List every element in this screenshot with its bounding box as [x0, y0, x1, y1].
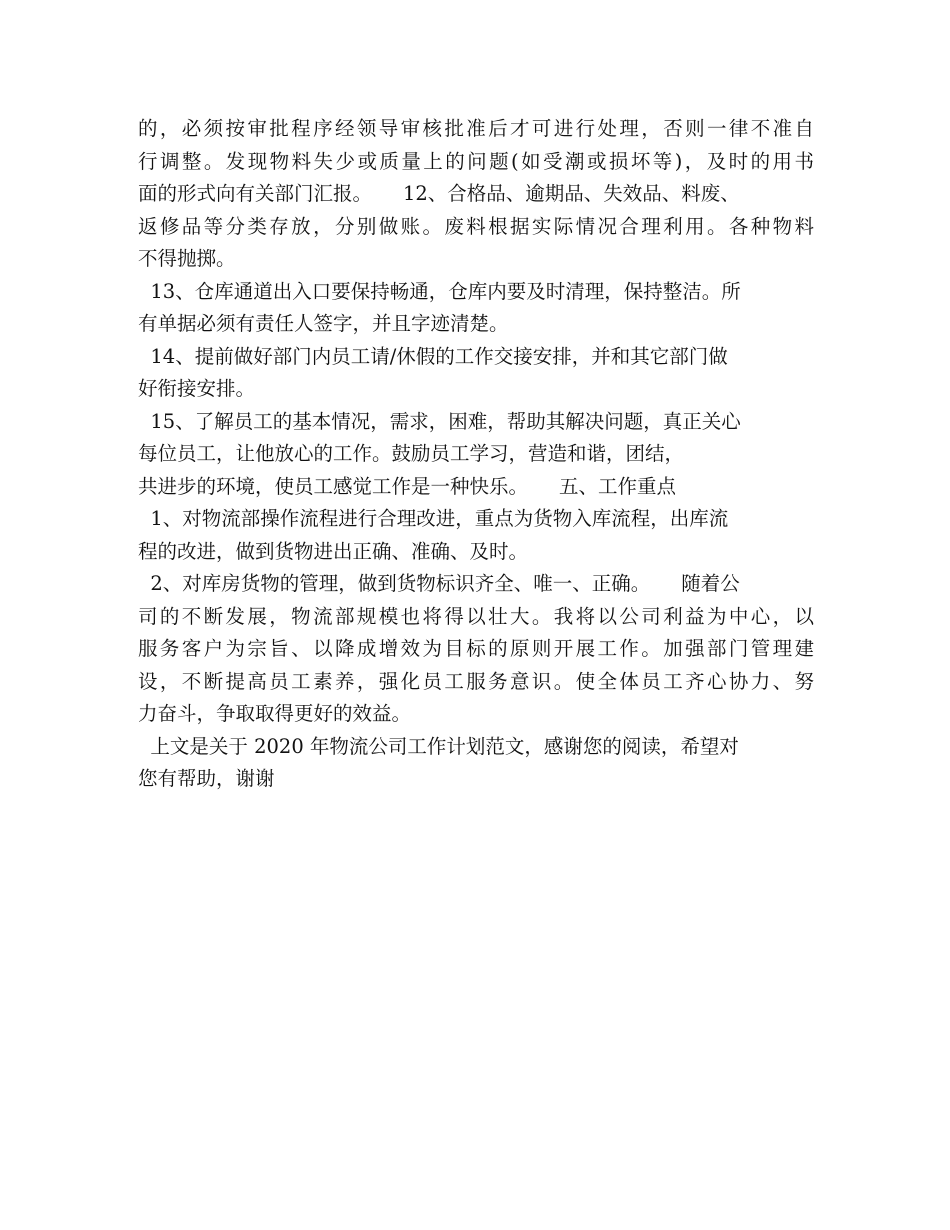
- text-line: 返修品等分类存放，分别做账。废料根据实际情况合理利用。各种物料: [138, 214, 814, 238]
- text-line: 不得抛掷。: [138, 247, 236, 270]
- text-line: 1、对物流部操作流程进行合理改进，重点为货物入库流程，出库流: [138, 507, 729, 530]
- text-line: 您有帮助，谢谢: [138, 767, 275, 790]
- text-line: 服务客户为宗旨、以降成增效为目标的原则开展工作。加强部门管理建: [138, 637, 814, 660]
- text-line: 共进步的环境，使员工感觉工作是一种快乐。 五、工作重点: [138, 474, 676, 498]
- text-line: 2、对库房货物的管理，做到货物标识齐全、唯一、正确。 随着公: [138, 572, 740, 595]
- text-line: 上文是关于 2020 年物流公司工作计划范文，感谢您的阅读，希望对: [138, 734, 739, 758]
- text-line: 程的改进，做到货物进出正确、准确、及时。: [138, 539, 529, 563]
- text-line: 行调整。发现物料失少或质量上的问题(如受潮或损坏等)，及时的用书: [138, 149, 814, 173]
- text-line: 13、仓库通道出入口要保持畅通，仓库内要及时清理，保持整洁。所: [138, 279, 741, 303]
- text-line: 设，不断提高员工素养，强化员工服务意识。使全体员工齐心协力、努: [138, 669, 814, 693]
- text-line: 有单据必须有责任人签字，并且字迹清楚。: [138, 312, 509, 335]
- text-line: 面的形式向有关部门汇报。 12、合格品、逾期品、失效品、料废、: [138, 182, 740, 205]
- text-line: 司的不断发展，物流部规模也将得以壮大。我将以公司利益为中心，以: [138, 604, 814, 628]
- text-line: 力奋斗，争取取得更好的效益。: [138, 702, 412, 725]
- text-line: 15、了解员工的基本情况，需求，困难，帮助其解决问题，真正关心: [138, 409, 741, 433]
- text-line: 每位员工，让他放心的工作。鼓励员工学习，营造和谐，团结，: [138, 442, 685, 465]
- text-line: 的，必须按审批程序经领导审核批准后才可进行处理，否则一律不准自: [138, 117, 814, 140]
- text-line: 14、提前做好部门内员工请/休假的工作交接安排，并和其它部门做: [138, 344, 728, 368]
- document-body: [138, 113, 814, 796]
- text-line: 好衔接安排。: [138, 377, 256, 400]
